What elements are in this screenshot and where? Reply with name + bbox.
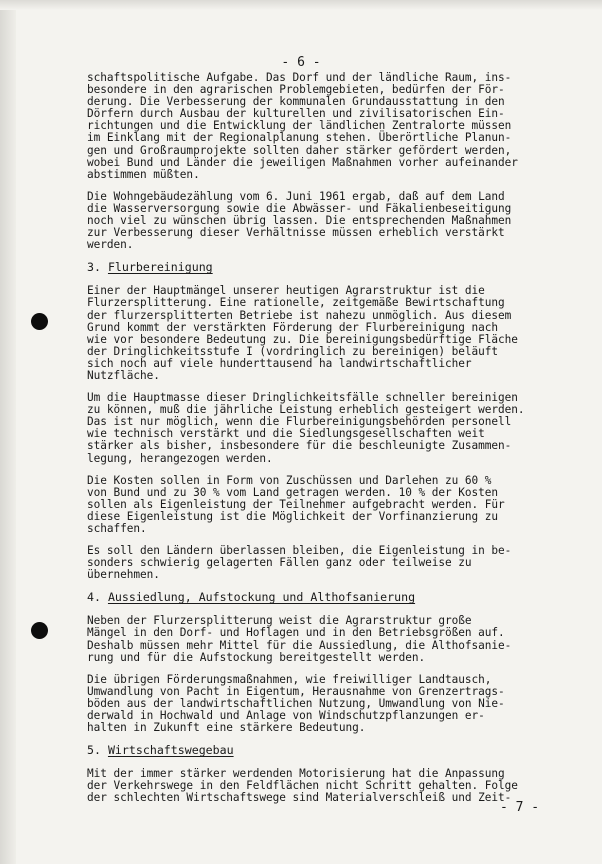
text-line: abstimmen müßten. [87, 167, 200, 181]
section-title: Wirtschaftswegebau [107, 743, 234, 758]
text-line: Mit der immer stärker werdenden Motorisierung hat die Anpassung [87, 767, 505, 781]
section-number: 4. [87, 590, 101, 605]
text-line: von Bund und zu 30 % vom Land getragen werden. 10 % der Kosten [87, 485, 498, 499]
section-number: 3. [87, 260, 101, 275]
text-line: Umwandlung von Pacht in Eigentum, Herausnahme von Grenzertrags- [87, 684, 505, 698]
paragraph [87, 72, 567, 181]
text-line: Grund kommt der verstärkten Förderung der Flurbereinigung nach [87, 320, 498, 334]
text-line: zur Verbesserung dieser Verhältnisse müssen erheblich verstärkt [87, 226, 505, 240]
text-line: wie vor besondere Bedeutung zu. Die bereinigungsbedürftige Fläche [87, 332, 518, 346]
paragraph [87, 615, 567, 663]
text-line: Dörfern durch Ausbau der kulturellen und zivilisatorischen Ein- [87, 107, 505, 121]
text-line: derung. Die Verbesserung der kommunalen Grundausstattung in den [87, 95, 505, 109]
text-line: Flurzersplitterung. Eine rationelle, zeitgemäße Bewirtschaftung [87, 296, 505, 310]
section-number: 5. [87, 743, 101, 758]
text-line: der schlechten Wirtschaftswege sind Materialverschleiß und Zeit- [87, 791, 512, 805]
paragraph [87, 545, 567, 581]
text-line: richtungen und die Entwicklung der ländlichen Zentralorte müssen [87, 119, 512, 133]
text-line: Einer der Hauptmängel unserer heutigen Agrarstruktur ist die [87, 284, 485, 298]
text-line: die Wasserversorgung sowie die Abwässer- und Fäkalienbeseitigung [87, 201, 512, 215]
text-line: Deshalb müssen mehr Mittel für die Aussiedlung, die Althofsanie- [87, 638, 512, 652]
section-heading [87, 261, 567, 274]
text-line: schaftspolitische Aufgabe. Das Dorf und der ländliche Raum, ins- [87, 71, 512, 84]
paragraph [87, 191, 567, 251]
text-line: sollen als Eigenleistung der Teilnehmer aufgebracht werden. Für [87, 497, 505, 511]
page-number-next: - 7 - [500, 800, 540, 815]
text-line: Die Kosten sollen in Form von Zuschüssen und Darlehen zu 60 % [87, 473, 492, 487]
text-line: stärker als bisher, insbesondere für die beschleunigte Zusammen- [87, 439, 512, 453]
section-heading [87, 591, 567, 604]
text-line: Neben der Flurzersplitterung weist die Agrarstruktur große [87, 614, 472, 628]
text-line: noch viel zu wünschen übrig lassen. Die entsprechenden Maßnahmen [87, 214, 512, 228]
text-line: böden aus der landwirtschaftlichen Nutzung, Umwandlung von Nie- [87, 696, 505, 710]
page-number-top: - 6 - [281, 55, 321, 70]
scan-page-edge [0, 0, 16, 864]
text-line: wobei Bund und Länder die jeweiligen Maßnahmen vorher aufeinander [87, 155, 518, 169]
paragraph [87, 674, 567, 734]
text-line: übernehmen. [87, 568, 160, 582]
text-line: Die Wohngebäudezählung vom 6. Juni 1961 ergab, daß auf dem Land [87, 189, 505, 203]
text-line: derwald in Hochwald und Anlage von Windschutzpflanzungen er- [87, 709, 485, 723]
text-line: Es soll den Ländern überlassen bleiben, die Eigenleistung in be- [87, 544, 512, 558]
paragraph [87, 392, 567, 465]
text-line: Das ist nur möglich, wenn die Flurbereinigungsbehörden personell [87, 415, 512, 429]
text-line: sich noch auf viele hunderttausend ha landwirtschaftlicher [87, 356, 472, 370]
text-line: besondere in den agrarischen Problemgebieten, bedürfen der För- [87, 83, 505, 97]
text-line: der Dringlichkeitsstufe I (vordringlich zu bereinigen) beläuft [87, 344, 498, 358]
text-line: legung, herangezogen werden. [87, 451, 273, 465]
punch-hole-upper [31, 313, 48, 330]
text-line: werden. [87, 238, 134, 252]
text-line: zu können, muß die jährliche Leistung erheblich gesteigert werden. [87, 403, 525, 417]
text-line: Mängel in den Dorf- und Hoflagen und in den Betriebsgrößen auf. [87, 626, 505, 640]
document-body [87, 72, 567, 815]
text-line: Um die Hauptmasse dieser Dringlichkeitsfälle schneller bereinigen [87, 391, 518, 405]
text-line: schaffen. [87, 522, 147, 535]
text-line: halten in Zukunft eine stärkere Bedeutung. [87, 721, 366, 735]
text-line: der flurzersplitterten Betriebe ist nahezu unmöglich. Aus diesem [87, 308, 512, 322]
section-title: Aussiedlung, Aufstockung und Althofsanierung [107, 590, 416, 605]
text-line: sonders schwierig gelagerten Fällen ganz oder teilweise zu [87, 556, 472, 570]
text-line: rung und für die Aufstockung bereitgestellt werden. [87, 650, 426, 664]
paragraph [87, 768, 567, 804]
paragraph [87, 285, 567, 382]
text-line: gen und Großraumprojekte sollten daher stärker gefördert werden, [87, 143, 512, 157]
scan-top-edge [0, 0, 602, 10]
text-line: wie technisch verstärkt und die Siedlungsgesellschaften weit [87, 427, 485, 441]
text-line: der Verkehrswege in den Feldflächen nicht Schritt gehalten. Folge [87, 779, 518, 793]
section-title: Flurbereinigung [107, 260, 213, 275]
text-line: Die übrigen Förderungsmaßnahmen, wie freiwilliger Landtausch, [87, 672, 492, 686]
punch-hole-lower [31, 622, 48, 639]
section-heading [87, 744, 567, 757]
text-line: im Einklang mit der Regionalplanung stehen. Überörtliche Planun- [87, 131, 512, 145]
text-line: diese Eigenleistung ist die Möglichkeit der Vorfinanzierung zu [87, 509, 498, 523]
text-line: Nutzfläche. [87, 368, 160, 382]
paragraph [87, 475, 567, 535]
